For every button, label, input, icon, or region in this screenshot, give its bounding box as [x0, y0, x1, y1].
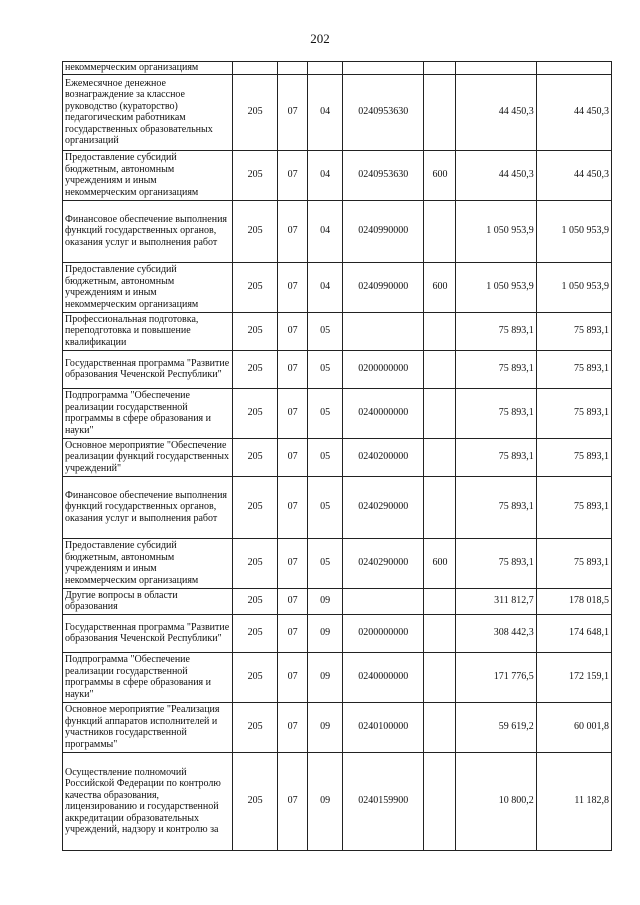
table-row — [63, 350, 612, 388]
ministry-code-cell: 205 — [232, 752, 277, 850]
amount-year1-cell: 44 450,3 — [456, 150, 536, 200]
amount-year1-cell: 59 619,2 — [456, 702, 536, 752]
amount-year2-cell: 1 050 953,9 — [536, 200, 611, 262]
table-row — [63, 438, 612, 476]
subsection-code-cell: 09 — [308, 702, 343, 752]
row-name-cell: некоммерческим организациям — [63, 62, 233, 75]
amount-year1-cell: 1 050 953,9 — [456, 262, 536, 312]
table-row — [63, 752, 612, 850]
ministry-code-cell: 205 — [232, 652, 277, 702]
target-article-cell: 0240290000 — [343, 538, 424, 588]
expense-type-cell — [424, 62, 456, 75]
expense-type-cell: 600 — [424, 150, 456, 200]
ministry-code-cell: 205 — [232, 262, 277, 312]
amount-year1-cell: 1 050 953,9 — [456, 200, 536, 262]
target-article-cell: 0240290000 — [343, 476, 424, 538]
row-name-cell: Финансовое обеспечение выполнения функций государственных органов, оказания услуг и выполнения работ — [63, 476, 233, 538]
amount-year1-cell: 171 776,5 — [456, 652, 536, 702]
amount-year2-cell: 172 159,1 — [536, 652, 611, 702]
section-code-cell: 07 — [278, 476, 308, 538]
amount-year1-cell: 75 893,1 — [456, 312, 536, 350]
expense-type-cell — [424, 652, 456, 702]
amount-year1-cell: 75 893,1 — [456, 350, 536, 388]
table-row — [63, 702, 612, 752]
expense-type-cell — [424, 312, 456, 350]
row-name-cell: Ежемесячное денежное вознаграждение за классное руководство (кураторство) педагогическим работникам государственных образовательных организаций — [63, 74, 233, 150]
row-name-cell: Предоставление субсидий бюджетным, автономным учреждениям и иным некоммерческим организациям — [63, 538, 233, 588]
section-code-cell: 07 — [278, 388, 308, 438]
expense-type-cell — [424, 614, 456, 652]
section-code-cell: 07 — [278, 262, 308, 312]
target-article-cell: 0240000000 — [343, 652, 424, 702]
row-name-cell: Предоставление субсидий бюджетным, автономным учреждениям и иным некоммерческим организациям — [63, 262, 233, 312]
amount-year2-cell: 1 050 953,9 — [536, 262, 611, 312]
ministry-code-cell: 205 — [232, 350, 277, 388]
subsection-code-cell: 05 — [308, 350, 343, 388]
table-row — [63, 476, 612, 538]
budget-table — [62, 61, 612, 851]
row-name-cell: Предоставление субсидий бюджетным, автономным учреждениям и иным некоммерческим организациям — [63, 150, 233, 200]
section-code-cell: 07 — [278, 538, 308, 588]
expense-type-cell: 600 — [424, 262, 456, 312]
target-article-cell: 0240200000 — [343, 438, 424, 476]
subsection-code-cell — [308, 62, 343, 75]
table-row — [63, 538, 612, 588]
row-name-cell: Подпрограмма "Обеспечение реализации государственной программы в сфере образования и науки" — [63, 388, 233, 438]
target-article-cell: 0200000000 — [343, 350, 424, 388]
target-article-cell: 0240990000 — [343, 262, 424, 312]
amount-year2-cell: 75 893,1 — [536, 312, 611, 350]
table-row — [63, 74, 612, 150]
target-article-cell: 0240953630 — [343, 150, 424, 200]
expense-type-cell — [424, 438, 456, 476]
subsection-code-cell: 05 — [308, 476, 343, 538]
row-name-cell: Профессиональная подготовка, переподготовка и повышение квалификации — [63, 312, 233, 350]
amount-year2-cell: 75 893,1 — [536, 350, 611, 388]
target-article-cell: 0200000000 — [343, 614, 424, 652]
table-row — [63, 614, 612, 652]
amount-year2-cell: 75 893,1 — [536, 538, 611, 588]
section-code-cell: 07 — [278, 588, 308, 614]
amount-year2-cell: 75 893,1 — [536, 388, 611, 438]
expense-type-cell — [424, 350, 456, 388]
expense-type-cell — [424, 702, 456, 752]
amount-year2-cell: 60 001,8 — [536, 702, 611, 752]
section-code-cell: 07 — [278, 74, 308, 150]
table-row — [63, 312, 612, 350]
section-code-cell: 07 — [278, 614, 308, 652]
amount-year1-cell: 10 800,2 — [456, 752, 536, 850]
section-code-cell: 07 — [278, 200, 308, 262]
subsection-code-cell: 05 — [308, 438, 343, 476]
target-article-cell: 0240159900 — [343, 752, 424, 850]
ministry-code-cell: 205 — [232, 588, 277, 614]
subsection-code-cell: 09 — [308, 614, 343, 652]
ministry-code-cell: 205 — [232, 200, 277, 262]
expense-type-cell — [424, 752, 456, 850]
target-article-cell: 0240100000 — [343, 702, 424, 752]
subsection-code-cell: 05 — [308, 538, 343, 588]
amount-year1-cell: 75 893,1 — [456, 388, 536, 438]
target-article-cell: 0240990000 — [343, 200, 424, 262]
ministry-code-cell: 205 — [232, 614, 277, 652]
ministry-code-cell: 205 — [232, 438, 277, 476]
target-article-cell — [343, 588, 424, 614]
amount-year2-cell: 44 450,3 — [536, 74, 611, 150]
amount-year2-cell: 75 893,1 — [536, 438, 611, 476]
subsection-code-cell: 09 — [308, 588, 343, 614]
amount-year1-cell: 311 812,7 — [456, 588, 536, 614]
expense-type-cell — [424, 74, 456, 150]
section-code-cell: 07 — [278, 752, 308, 850]
amount-year1-cell: 44 450,3 — [456, 74, 536, 150]
amount-year1-cell: 75 893,1 — [456, 538, 536, 588]
amount-year2-cell: 178 018,5 — [536, 588, 611, 614]
row-name-cell: Другие вопросы в области образования — [63, 588, 233, 614]
amount-year1-cell: 75 893,1 — [456, 476, 536, 538]
subsection-code-cell: 09 — [308, 652, 343, 702]
row-name-cell: Основное мероприятие "Обеспечение реализации функций государственных учреждений" — [63, 438, 233, 476]
section-code-cell: 07 — [278, 350, 308, 388]
expense-type-cell — [424, 588, 456, 614]
subsection-code-cell: 04 — [308, 74, 343, 150]
table-row — [63, 652, 612, 702]
section-code-cell: 07 — [278, 652, 308, 702]
section-code-cell — [278, 62, 308, 75]
target-article-cell: 0240000000 — [343, 388, 424, 438]
amount-year1-cell: 308 442,3 — [456, 614, 536, 652]
target-article-cell: 0240953630 — [343, 74, 424, 150]
section-code-cell: 07 — [278, 150, 308, 200]
table-row — [63, 262, 612, 312]
ministry-code-cell: 205 — [232, 74, 277, 150]
subsection-code-cell: 09 — [308, 752, 343, 850]
row-name-cell: Основное мероприятие "Реализация функций аппаратов исполнителей и участников государственной программы" — [63, 702, 233, 752]
page-number: 202 — [310, 31, 330, 46]
row-name-cell: Подпрограмма "Обеспечение реализации государственной программы в сфере образования и науки" — [63, 652, 233, 702]
ministry-code-cell: 205 — [232, 150, 277, 200]
target-article-cell — [343, 312, 424, 350]
expense-type-cell — [424, 388, 456, 438]
expense-type-cell — [424, 200, 456, 262]
expense-type-cell: 600 — [424, 538, 456, 588]
section-code-cell: 07 — [278, 312, 308, 350]
subsection-code-cell: 04 — [308, 150, 343, 200]
ministry-code-cell: 205 — [232, 388, 277, 438]
amount-year2-cell — [536, 62, 611, 75]
ministry-code-cell: 205 — [232, 312, 277, 350]
amount-year2-cell: 44 450,3 — [536, 150, 611, 200]
ministry-code-cell: 205 — [232, 538, 277, 588]
section-code-cell: 07 — [278, 438, 308, 476]
amount-year1-cell: 75 893,1 — [456, 438, 536, 476]
target-article-cell — [343, 62, 424, 75]
row-name-cell: Финансовое обеспечение выполнения функций государственных органов, оказания услуг и выполнения работ — [63, 200, 233, 262]
amount-year1-cell — [456, 62, 536, 75]
amount-year2-cell: 75 893,1 — [536, 476, 611, 538]
subsection-code-cell: 05 — [308, 312, 343, 350]
table-row — [63, 388, 612, 438]
expense-type-cell — [424, 476, 456, 538]
subsection-code-cell: 04 — [308, 200, 343, 262]
ministry-code-cell: 205 — [232, 476, 277, 538]
row-name-cell: Государственная программа "Развитие образования Чеченской Республики" — [63, 614, 233, 652]
ministry-code-cell — [232, 62, 277, 75]
subsection-code-cell: 05 — [308, 388, 343, 438]
subsection-code-cell: 04 — [308, 262, 343, 312]
table-row — [63, 200, 612, 262]
row-name-cell: Государственная программа "Развитие образования Чеченской Республики" — [63, 350, 233, 388]
amount-year2-cell: 174 648,1 — [536, 614, 611, 652]
table-row — [63, 588, 612, 614]
section-code-cell: 07 — [278, 702, 308, 752]
table-row — [63, 150, 612, 200]
ministry-code-cell: 205 — [232, 702, 277, 752]
amount-year2-cell: 11 182,8 — [536, 752, 611, 850]
table-row — [63, 62, 612, 75]
row-name-cell: Осуществление полномочий Российской Федерации по контролю качества образования, лицензированию и государственной аккредитации образовательных учреждений, надзору и контролю за — [63, 752, 233, 850]
